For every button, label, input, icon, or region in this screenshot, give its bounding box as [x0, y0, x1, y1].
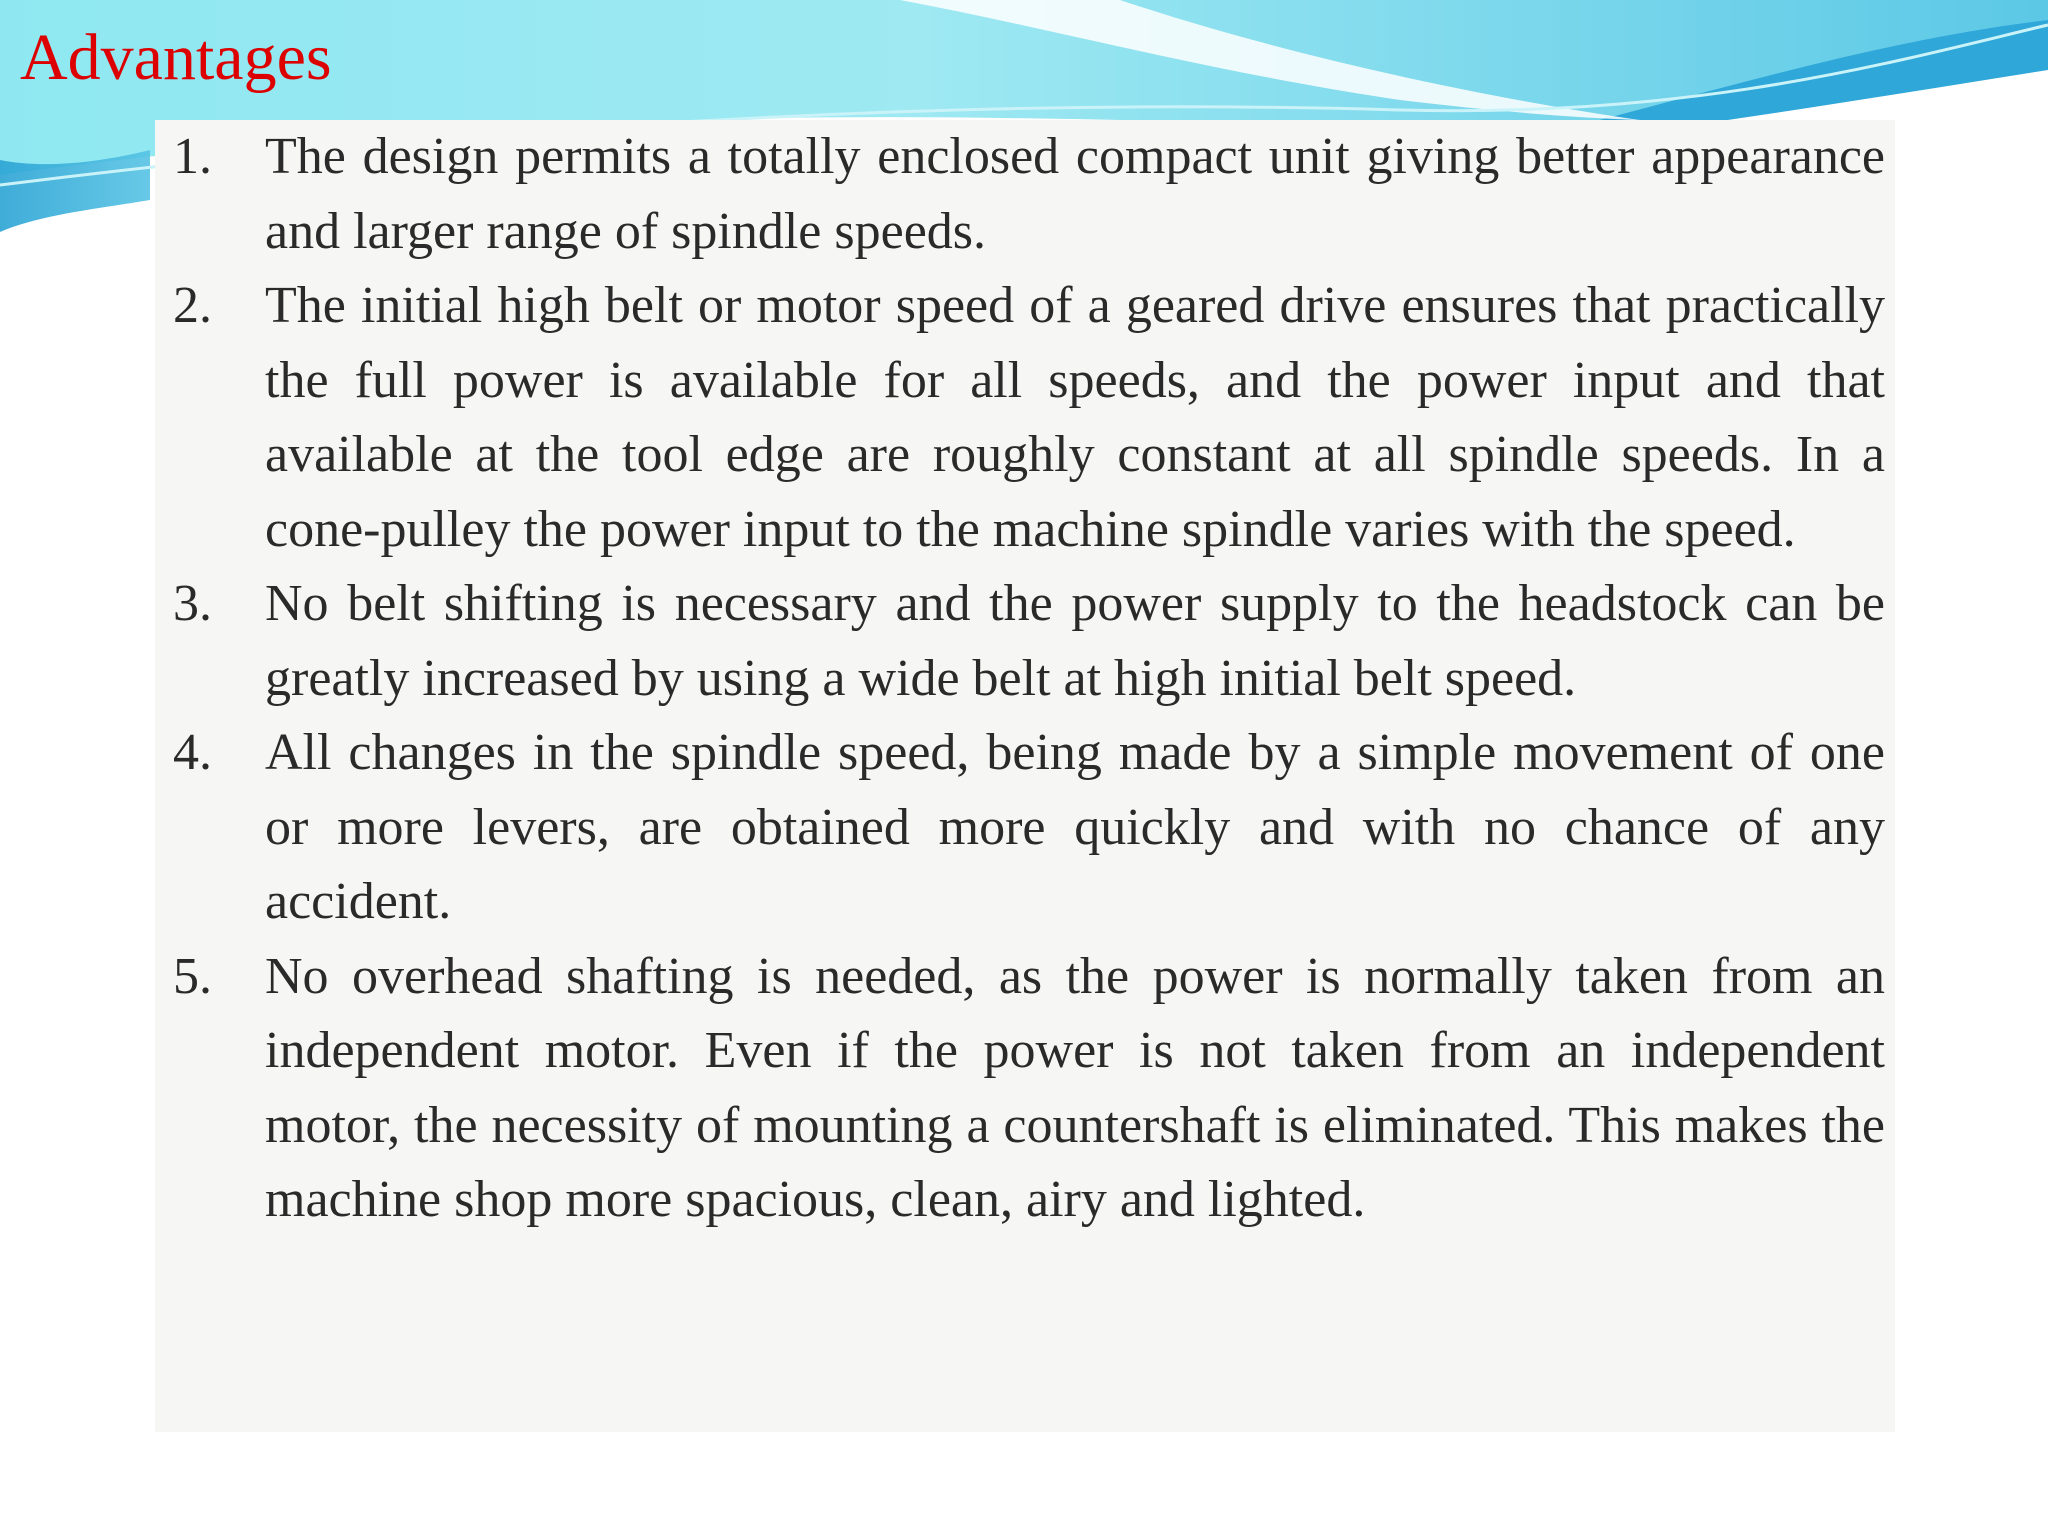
slide-title: Advantages [20, 21, 332, 94]
advantage-item [155, 269, 1885, 567]
advantage-item [155, 940, 1885, 1238]
advantage-text: All changes in the spindle speed, being made by a simple movement of one or more levers, are obtained more quickly and with no chance of any accident. [265, 724, 1885, 930]
advantage-number: 4. [173, 724, 212, 781]
advantage-text: The initial high belt or motor speed of a geared drive ensures that practically the full power is available for all speeds, and the power input and that available at the tool edge are roughly constant at all spindle speeds. In a cone-pulley the power input to the machine spindle varies with the speed. [265, 277, 1885, 558]
advantage-number: 1. [173, 128, 212, 185]
advantage-number: 5. [173, 947, 212, 1005]
scanned-text-panel [155, 120, 1895, 1432]
advantage-number: 2. [173, 277, 212, 334]
advantage-item [155, 716, 1885, 940]
advantage-number: 3. [173, 575, 212, 632]
advantage-item [155, 120, 1885, 269]
advantage-text: No overhead shafting is needed, as the power is normally taken from an independent motor. Even if the power is not taken from an independent motor, the necessity of mounting a countershaft is eliminated. This makes the machine shop more spacious, clean, airy and lighted. [265, 947, 1885, 1228]
advantage-item [155, 567, 1885, 716]
advantages-list [155, 120, 1885, 1238]
advantage-text: No belt shifting is necessary and the power supply to the headstock can be greatly increased by using a wide belt at high initial belt speed. [265, 575, 1885, 707]
advantage-text: The design permits a totally enclosed compact unit giving better appearance and larger range of spindle speeds. [265, 128, 1885, 260]
